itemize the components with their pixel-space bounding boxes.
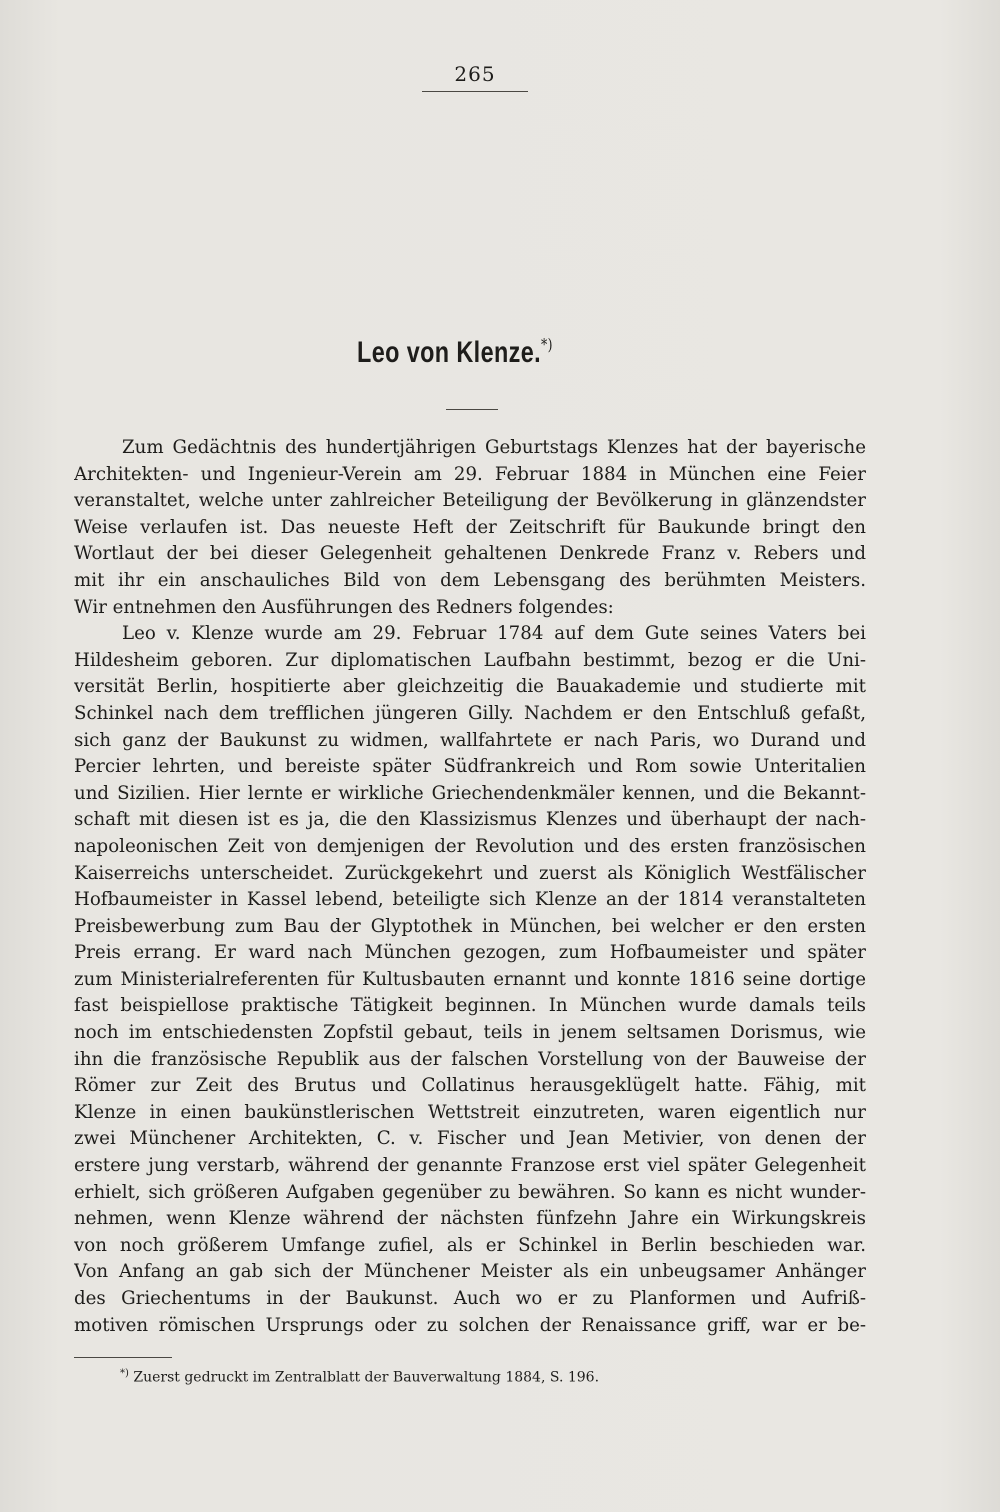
text-line: Wortlaut der bei dieser Gelegenheit gehaltenen Denkrede Franz v. Rebers und: [74, 543, 866, 565]
page-number-rule: [422, 91, 528, 92]
footnote-marker: *): [120, 1368, 129, 1379]
text-line: motiven römischen Ursprungs oder zu solchen der Renaissance griff, war er be-: [74, 1314, 866, 1336]
text-line: Schinkel nach dem trefflichen jüngeren Gilly. Nachdem er den Entschluß gefaßt,: [74, 702, 866, 724]
text-line: Percier lehrten, und bereiste später Südfrankreich und Rom sowie Unteritalien: [74, 756, 866, 778]
paragraph-2: [74, 621, 866, 1339]
text-line: ihn die französische Republik aus der falschen Vorstellung von der Bauweise der: [74, 1048, 866, 1070]
text-line: versität Berlin, hospitierte aber gleichzeitig die Bauakademie und studierte mit: [74, 676, 866, 698]
text-line: schaft mit diesen ist es ja, die den Klassizismus Klenzes und überhaupt der nach-: [74, 809, 866, 831]
text-line: noch im entschiedensten Zopfstil gebaut, teils in jenem seltsamen Dorismus, wie: [74, 1022, 866, 1044]
footnote-text: Zuerst gedruckt im Zentralblatt der Bauverwaltung 1884, S. 196.: [133, 1369, 600, 1386]
text-line: Preis errang. Er ward nach München gezogen, zum Hofbaumeister und später: [74, 942, 866, 964]
text-line: Zum Gedächtnis des hundertjährigen Geburtstags Klenzes hat der bayerische: [122, 437, 866, 458]
text-line: Klenze in einen baukünstlerischen Wettstreit einzutreten, waren eigentlich nur: [74, 1101, 866, 1123]
text-line: napoleonischen Zeit von demjenigen der Revolution und des ersten französischen: [74, 835, 866, 857]
text-line: Römer zur Zeit des Brutus und Collatinus herausgeklügelt hatte. Fähig, mit: [74, 1075, 866, 1097]
text-line: fast beispiellose praktische Tätigkeit beginnen. In München wurde damals teils: [74, 995, 866, 1017]
text-line: sich ganz der Baukunst zu widmen, wallfahrtete er nach Paris, wo Durand und: [74, 729, 866, 751]
page-number: 265: [454, 62, 496, 86]
text-line: nehmen, wenn Klenze während der nächsten fünfzehn Jahre ein Wirkungskreis: [74, 1208, 866, 1230]
title-footnote-marker: *): [541, 335, 553, 354]
paragraph-1: [74, 435, 866, 621]
text-line: erhielt, sich größeren Aufgaben gegenüber zu bewähren. So kann es nicht wunder-: [74, 1181, 866, 1203]
title-rule: [446, 409, 498, 410]
text-line: Wir entnehmen den Ausführungen des Redners folgendes:: [74, 596, 614, 618]
text-line: mit ihr ein anschauliches Bild von dem Lebensgang des berühmten Meisters.: [74, 569, 866, 591]
text-line: Weise verlaufen ist. Das neueste Heft der Zeitschrift für Baukunde bringt den: [74, 516, 866, 538]
text-line: Hofbaumeister in Kassel lebend, beteiligte sich Klenze an der 1814 veranstalteten: [74, 889, 866, 911]
text-line: Leo v. Klenze wurde am 29. Februar 1784 auf dem Gute seines Vaters bei: [122, 623, 866, 645]
article-title: [100, 335, 810, 370]
article-title-text: Leo von Klenze.: [357, 336, 542, 369]
text-line: des Griechentums in der Baukunst. Auch wo er zu Planformen und Aufriß-: [74, 1288, 866, 1309]
text-line: veranstaltet, welche unter zahlreicher Beteiligung der Bevölkerung in glänzendster: [74, 490, 866, 512]
text-line: Preisbewerbung zum Bau der Glyptothek in München, bei welcher er den ersten: [74, 915, 866, 937]
text-line: zwei Münchener Architekten, C. v. Fischer und Jean Metivier, von denen der: [74, 1128, 866, 1150]
footnote: [120, 1368, 599, 1386]
text-line: und Sizilien. Hier lernte er wirkliche Griechendenkmäler kennen, und die Bekannt-: [74, 782, 866, 804]
footnote-rule: [74, 1357, 172, 1358]
text-line: Kaiserreichs unterscheidet. Zurückgekehrt und zuerst als Königlich Westfälischer: [74, 862, 866, 884]
text-line: Architekten- und Ingenieur-Verein am 29. Februar 1884 in München eine Feier: [74, 463, 866, 485]
text-line: zum Ministerialreferenten für Kultusbauten ernannt und konnte 1816 seine dortige: [74, 968, 866, 990]
text-line: von noch größerem Umfange zufiel, als er Schinkel in Berlin beschieden war.: [74, 1234, 866, 1256]
text-line: erstere jung verstarb, während der genannte Franzose erst viel später Gelegenheit: [74, 1155, 866, 1177]
text-line: Von Anfang an gab sich der Münchener Meister als ein unbeugsamer Anhänger: [74, 1261, 866, 1283]
article-body: [74, 435, 866, 1339]
text-line: Hildesheim geboren. Zur diplomatischen Laufbahn bestimmt, bezog er die Uni-: [74, 649, 866, 671]
